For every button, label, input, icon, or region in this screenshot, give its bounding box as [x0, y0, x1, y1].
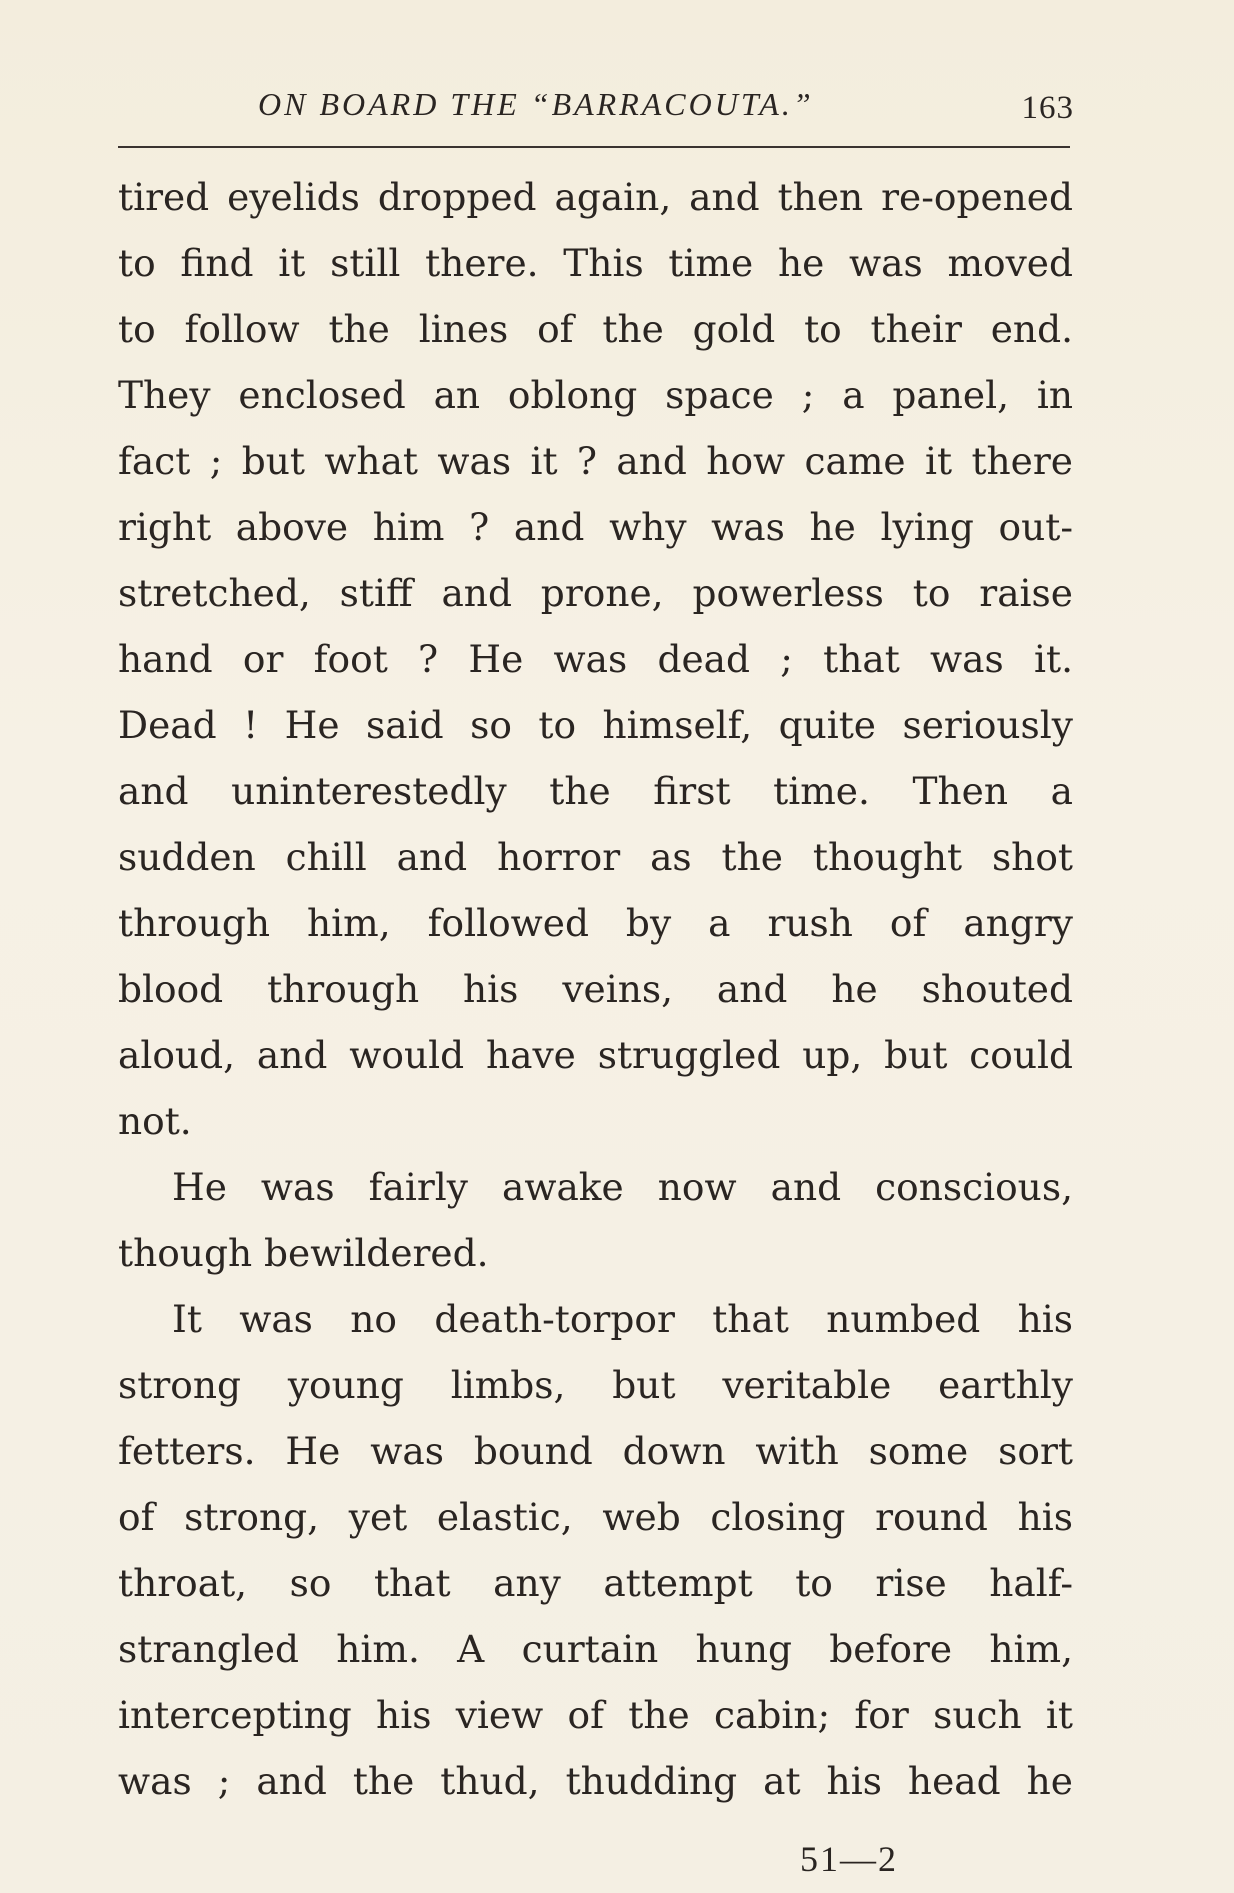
text-line: aloud, and would have struggled up, but could	[118, 1033, 1073, 1077]
text-line: sudden chill and horror as the thought shot	[118, 835, 1073, 879]
text-line: to follow the lines of the gold to their end.	[118, 307, 1073, 351]
header-rule	[118, 146, 1070, 148]
page-number: 163	[1021, 90, 1074, 126]
running-title: ON BOARD THE “BARRACOUTA.”	[258, 86, 814, 122]
text-line: It was no death-torpor that numbed his	[172, 1297, 1073, 1341]
text-line: He was fairly awake now and conscious,	[172, 1165, 1073, 1209]
text-line: right above him ? and why was he lying out-	[118, 505, 1073, 549]
text-line: strong young limbs, but veritable earthly	[118, 1363, 1073, 1407]
running-head	[118, 86, 1078, 136]
text-line: though bewildered.	[118, 1231, 489, 1275]
text-line: and uninterestedly the first time. Then a	[118, 769, 1073, 813]
text-line: They enclosed an oblong space ; a panel, in	[118, 373, 1073, 417]
text-line: of strong, yet elastic, web closing round his	[118, 1495, 1073, 1539]
text-line: hand or foot ? He was dead ; that was it.	[118, 637, 1073, 681]
text-line: Dead ! He said so to himself, quite seriously	[118, 703, 1073, 747]
printer-signature-mark: 51—2	[800, 1839, 898, 1879]
text-line: tired eyelids dropped again, and then re-opened	[118, 175, 1073, 219]
text-line: fact ; but what was it ? and how came it there	[118, 439, 1073, 483]
text-line: through him, followed by a rush of angry	[118, 901, 1073, 945]
text-line: not.	[118, 1099, 192, 1143]
text-line: strangled him. A curtain hung before him,	[118, 1627, 1073, 1671]
body-text	[118, 164, 1073, 1814]
text-line: intercepting his view of the cabin; for such it	[118, 1693, 1073, 1737]
text-line: to find it still there. This time he was moved	[118, 241, 1073, 285]
text-line: throat, so that any attempt to rise half-	[118, 1561, 1073, 1605]
text-line: stretched, stiff and prone, powerless to raise	[118, 571, 1073, 615]
text-line: was ; and the thud, thudding at his head he	[118, 1759, 1073, 1803]
text-line: blood through his veins, and he shouted	[118, 967, 1073, 1011]
text-line: fetters. He was bound down with some sort	[118, 1429, 1073, 1473]
